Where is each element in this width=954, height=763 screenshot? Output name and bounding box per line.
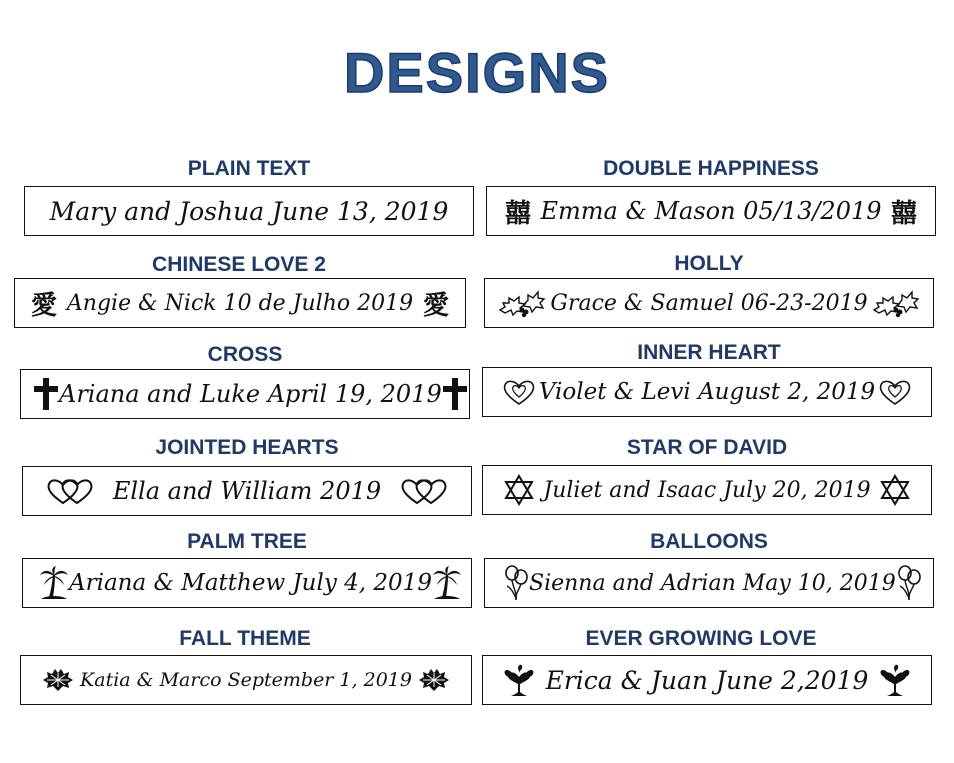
- heart-tree-icon: [503, 663, 535, 697]
- design-label-palm-tree: PALM TREE: [187, 530, 307, 553]
- double-happiness-icon: 囍: [890, 198, 917, 229]
- jointed-hearts-icon: [399, 476, 449, 506]
- sample-text: Mary and Joshua June 13, 2019: [49, 196, 449, 226]
- balloons-icon: [896, 564, 922, 602]
- cross-icon: [33, 377, 59, 411]
- design-sample-inner-heart[interactable]: [482, 367, 932, 417]
- sample-text: Juliet and Isaac July 20, 2019: [543, 477, 871, 503]
- sample-text: Ariana & Matthew July 4, 2019: [69, 570, 432, 596]
- star-of-david-icon: [503, 474, 535, 506]
- heart-tree-icon: [879, 663, 911, 697]
- design-label-jointed-hearts: JOINTED HEARTS: [155, 436, 339, 459]
- sample-text: Erica & Juan June 2,2019: [545, 665, 869, 695]
- design-sample-palm-tree[interactable]: [22, 558, 472, 608]
- sample-text: Angie & Nick 10 de Julho 2019: [66, 290, 414, 316]
- sample-text: Emma & Mason 05/13/2019: [540, 197, 882, 225]
- design-label-cross: CROSS: [207, 343, 283, 366]
- sample-text: Ariana and Luke April 19, 2019: [59, 380, 442, 408]
- cross-icon: [442, 377, 468, 411]
- design-label-holly: HOLLY: [674, 252, 744, 275]
- design-label-chinese-love: CHINESE LOVE 2: [152, 253, 326, 276]
- design-sample-fall-theme[interactable]: [20, 655, 472, 705]
- design-label-plain-text: PLAIN TEXT: [187, 157, 311, 180]
- design-sample-chinese-love[interactable]: [14, 278, 466, 328]
- sample-text: Katia & Marco September 1, 2019: [80, 669, 412, 691]
- palm-tree-icon: [432, 565, 462, 601]
- inner-heart-icon: [501, 378, 537, 406]
- design-sample-cross[interactable]: [20, 369, 470, 419]
- design-sample-ever-growing-love[interactable]: [482, 655, 932, 705]
- design-label-double-happiness: DOUBLE HAPPINESS: [603, 157, 819, 180]
- balloons-icon: [503, 564, 529, 602]
- jointed-hearts-icon: [45, 476, 95, 506]
- design-sample-double-happiness[interactable]: [486, 186, 936, 236]
- chinese-love-icon: 愛: [31, 290, 58, 321]
- star-of-david-icon: [879, 474, 911, 506]
- inner-heart-icon: [877, 378, 913, 406]
- holly-icon: [497, 288, 547, 318]
- maple-leaf-icon: [41, 667, 75, 693]
- design-sample-holly[interactable]: [484, 278, 934, 328]
- design-label-star-of-david: STAR OF DAVID: [626, 436, 788, 459]
- design-sample-star-of-david[interactable]: [482, 465, 932, 515]
- design-sample-balloons[interactable]: [484, 558, 934, 608]
- sample-text: Violet & Levi August 2, 2019: [538, 379, 876, 405]
- design-label-fall-theme: FALL THEME: [179, 627, 311, 650]
- sample-text: Sienna and Adrian May 10, 2019: [529, 570, 896, 596]
- design-sample-jointed-hearts[interactable]: [22, 466, 472, 516]
- design-label-balloons: BALLOONS: [650, 530, 768, 553]
- sample-text: Ella and William 2019: [112, 477, 382, 505]
- design-sample-plain-text[interactable]: [24, 186, 474, 236]
- design-label-ever-growing-love: EVER GROWING LOVE: [585, 627, 817, 650]
- holly-icon: [871, 288, 921, 318]
- palm-tree-icon: [39, 565, 69, 601]
- sample-text: Grace & Samuel 06-23-2019: [550, 290, 868, 316]
- maple-leaf-icon: [417, 667, 451, 693]
- page-title: DESIGNS: [343, 41, 611, 104]
- double-happiness-icon: 囍: [505, 198, 532, 229]
- design-label-inner-heart: INNER HEART: [637, 341, 781, 364]
- chinese-love-icon: 愛: [422, 290, 449, 321]
